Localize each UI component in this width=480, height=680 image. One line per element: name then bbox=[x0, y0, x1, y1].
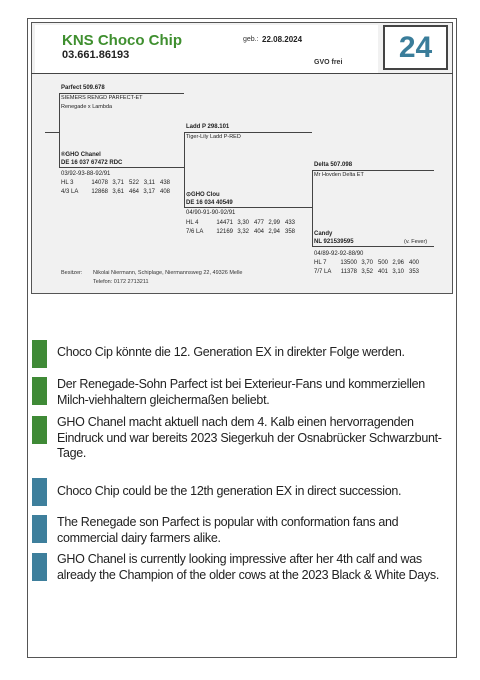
bullet-marker bbox=[32, 478, 47, 506]
bullet-marker bbox=[32, 553, 47, 581]
note-de-3: GHO Chanel macht aktuell nach dem 4. Kalb einen hervorragenden Eindruck und war bereits 2023 Siegerkuh der Osnabrücker Schwarzbunt-Tage. bbox=[57, 415, 442, 460]
record-protein: 2,99 bbox=[268, 220, 280, 226]
note-de-1: Choco Cip könnte die 12. Generation EX in direkter Folge werden. bbox=[57, 345, 405, 359]
record-milk: 13500 bbox=[340, 260, 357, 266]
note-en-2: The Renegade son Parfect is popular with conformation fans and commercial dairy farmers alike. bbox=[57, 515, 399, 545]
record-protein: 3,11 bbox=[143, 180, 155, 186]
maternal-grandsire-name: Ladd P 298.101 bbox=[186, 124, 230, 130]
note-en-1: Choco Chip could be the 12th generation EX in direct succession. bbox=[57, 484, 402, 498]
record-fat-kg: 464 bbox=[128, 189, 139, 195]
record-fat-kg: 500 bbox=[377, 260, 388, 266]
record-label: 4/3 LA bbox=[61, 189, 79, 195]
dam-name: ®GHO Chanel bbox=[61, 152, 101, 158]
lot-number-box bbox=[383, 25, 448, 70]
great-granddam-name: Candy bbox=[314, 231, 333, 237]
record-label: HL 3 bbox=[61, 180, 74, 186]
record-fat: 3,71 bbox=[112, 180, 124, 186]
record-fat-kg: 477 bbox=[253, 220, 264, 226]
note-en-3: GHO Chanel is currently looking impressive after her 4th calf and was already the Champion of the older cows at the 2023 Black & White Days. bbox=[57, 552, 439, 582]
pedigree-line bbox=[45, 132, 59, 133]
owner-label: Besitzer: bbox=[61, 270, 83, 276]
record-milk: 14078 bbox=[91, 180, 108, 186]
pedigree-line bbox=[312, 170, 434, 171]
great-granddam-classification: 04/89-92-92-88/90 bbox=[314, 251, 364, 257]
animal-name: KNS Choco Chip bbox=[62, 32, 182, 49]
record-protein-kg: 408 bbox=[159, 189, 170, 195]
record-milk: 14471 bbox=[216, 220, 233, 226]
great-grandsire-name: Delta 507.098 bbox=[314, 162, 353, 168]
dam-record-la bbox=[61, 189, 170, 196]
pedigree-line bbox=[59, 167, 184, 168]
maternal-grandsire-full-name: Tiger-Lily Ladd P-RED bbox=[186, 134, 241, 140]
record-protein: 3,17 bbox=[143, 189, 155, 195]
record-label: 7/6 LA bbox=[186, 229, 204, 235]
sire-name: Parfect 509.678 bbox=[61, 85, 105, 91]
record-label: HL 4 bbox=[186, 220, 199, 226]
record-milk: 12169 bbox=[216, 229, 233, 235]
record-protein-kg: 438 bbox=[159, 180, 170, 186]
great-grandsire-full-name: Mr Hovden Delta ET bbox=[314, 172, 364, 178]
record-fat: 3,32 bbox=[237, 229, 249, 235]
record-milk: 11378 bbox=[340, 269, 357, 275]
gvo-status: GVO frei bbox=[314, 59, 343, 66]
record-label: HL 7 bbox=[314, 260, 327, 266]
record-fat: 3,61 bbox=[112, 189, 124, 195]
pedigree-line bbox=[184, 132, 185, 207]
animal-header bbox=[35, 25, 378, 73]
record-fat-kg: 522 bbox=[128, 180, 139, 186]
maternal-granddam-record-hl bbox=[186, 220, 295, 227]
divider-line bbox=[31, 73, 453, 74]
record-protein-kg: 353 bbox=[408, 269, 419, 275]
record-fat-kg: 404 bbox=[253, 229, 264, 235]
record-milk: 12868 bbox=[91, 189, 108, 195]
maternal-granddam-record-la bbox=[186, 229, 295, 236]
record-fat: 3,30 bbox=[237, 220, 249, 226]
owner-address: Nikolai Niermann, Schiplage, Niermannsweg 22, 49326 Melle bbox=[93, 270, 243, 276]
record-protein-kg: 433 bbox=[284, 220, 295, 226]
great-granddam-record-la bbox=[314, 269, 419, 276]
bullet-marker bbox=[32, 377, 47, 405]
birth-date: 22.08.2024 bbox=[262, 35, 303, 44]
record-protein: 2,96 bbox=[392, 260, 404, 266]
bullet-marker bbox=[32, 340, 47, 368]
dam-classification: 03/92-93-88-92/91 bbox=[61, 171, 111, 177]
pedigree-line bbox=[312, 170, 313, 246]
record-fat: 3,70 bbox=[361, 260, 373, 266]
animal-id: 03.661.86193 bbox=[62, 49, 130, 61]
lot-number: 24 bbox=[398, 31, 433, 64]
birth-date-label: geb.: bbox=[243, 36, 259, 43]
maternal-granddam-name: ⊙GHO Clou bbox=[186, 192, 220, 198]
record-protein-kg: 400 bbox=[408, 260, 419, 266]
bullet-marker bbox=[32, 416, 47, 444]
note-de-2: Der Renegade-Sohn Parfect ist bei Exterieur-Fans und kommerziellen Milch-viehhaltern gleichermaßen beliebt. bbox=[57, 377, 425, 407]
maternal-granddam-classification: 04/90-91-90-92/91 bbox=[186, 210, 236, 216]
great-granddam-sire-note: (v. Fever) bbox=[404, 239, 428, 245]
record-protein: 2,94 bbox=[268, 229, 280, 235]
dam-record-hl bbox=[61, 180, 170, 187]
maternal-granddam-registration: DE 16 034 40549 bbox=[186, 200, 233, 206]
owner-phone: Telefon: 0172 2713211 bbox=[93, 279, 149, 285]
pedigree-line bbox=[312, 246, 434, 247]
record-protein: 3,10 bbox=[392, 269, 404, 275]
pedigree-line bbox=[184, 132, 312, 133]
pedigree-line bbox=[59, 93, 60, 167]
pedigree-line bbox=[59, 93, 184, 94]
record-label: 7/7 LA bbox=[314, 269, 332, 275]
bullet-marker bbox=[32, 515, 47, 543]
great-granddam-record-hl bbox=[314, 260, 419, 267]
sire-full-name: SIEMERS RENGD PARFECT-ET bbox=[61, 95, 143, 101]
record-fat-kg: 401 bbox=[377, 269, 388, 275]
pedigree-line bbox=[184, 207, 312, 208]
record-fat: 3,52 bbox=[361, 269, 373, 275]
sire-lineage: Renegade x Lambda bbox=[61, 104, 113, 110]
dam-registration: DE 16 037 67472 RDC bbox=[61, 160, 123, 166]
great-granddam-registration: NL 921539595 bbox=[314, 239, 354, 245]
record-protein-kg: 358 bbox=[284, 229, 295, 235]
